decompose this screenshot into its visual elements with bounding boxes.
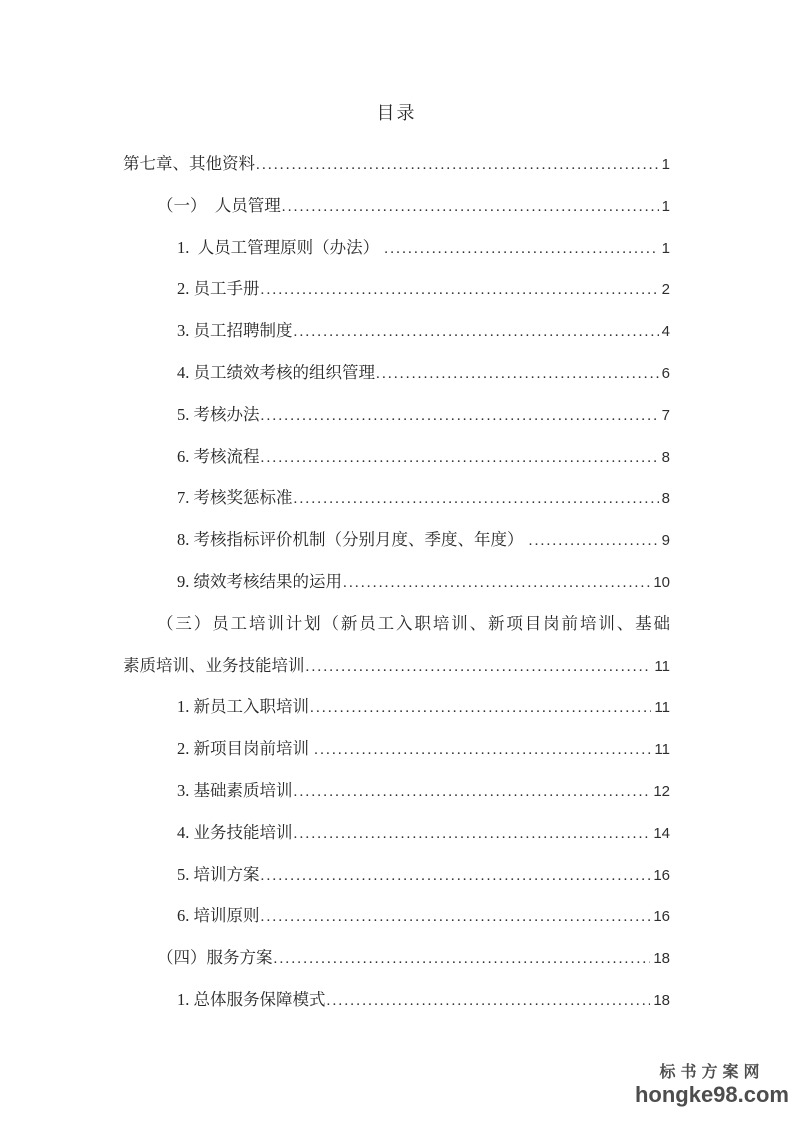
dot-leader: [384, 229, 658, 271]
toc-entry-text: （三）员工培训计划（新员工入职培训、新项目岗前培训、基础: [157, 613, 670, 633]
dot-leader: [376, 354, 659, 396]
dot-leader: [306, 647, 652, 689]
dot-leader: [294, 312, 659, 354]
toc-entry-section1[interactable]: [123, 185, 670, 227]
dot-leader: [274, 939, 651, 981]
toc-page-number: 6: [661, 364, 670, 382]
toc-entry-text: （四）服务方案: [157, 948, 273, 968]
toc-entry-chapter7[interactable]: [123, 143, 670, 185]
toc-page-number: 10: [653, 573, 670, 591]
toc-page-number: 11: [654, 741, 670, 759]
toc-entry-text: 2. 员工手册: [177, 279, 260, 299]
dot-leader: [282, 187, 659, 229]
toc-page-number: 7: [661, 406, 670, 424]
dot-leader: [256, 145, 659, 187]
dot-leader: [294, 479, 659, 521]
toc-page-number: 2: [661, 281, 670, 299]
toc-entry-text: 6. 培训原则: [177, 906, 260, 926]
toc-page-number: 16: [653, 866, 670, 884]
toc-page-number: 16: [653, 908, 670, 926]
toc-entry[interactable]: [123, 227, 670, 269]
toc-entry-section4[interactable]: [123, 937, 670, 979]
toc-page-number: 18: [653, 991, 670, 1009]
watermark-site-name: 标书方案网: [659, 1064, 765, 1081]
toc-entry-text: （一） 人员管理: [157, 195, 281, 215]
toc-entry-text: 素质培训、业务技能培训: [123, 655, 305, 675]
toc-entry[interactable]: [123, 895, 670, 937]
toc-entry[interactable]: [123, 561, 670, 603]
toc-page-number: 1: [661, 197, 670, 215]
watermark-logo: [635, 1063, 789, 1106]
toc-page-number: 14: [653, 824, 670, 842]
toc-entry-text: 4. 员工绩效考核的组织管理: [177, 362, 375, 382]
toc-page-number: 8: [661, 490, 670, 508]
toc-entry[interactable]: [123, 770, 670, 812]
toc-entry[interactable]: [123, 519, 670, 561]
dot-leader: [261, 270, 659, 312]
toc-entry[interactable]: [123, 686, 670, 728]
dot-leader: [343, 563, 650, 605]
toc-page-number: 11: [654, 699, 670, 717]
toc-content: [123, 100, 670, 1021]
toc-page-number: 8: [661, 448, 670, 466]
toc-page-number: 1: [661, 156, 670, 173]
toc-entry[interactable]: [123, 268, 670, 310]
watermark-site-url: hongke98.com: [634, 1082, 789, 1107]
toc-title: 目录: [376, 103, 417, 123]
toc-entry-text: 2. 新项目岗前培训: [177, 739, 314, 759]
toc-entry-text: 3. 基础素质培训: [177, 780, 293, 800]
toc-entry[interactable]: [123, 394, 670, 436]
toc-entry[interactable]: [123, 728, 670, 770]
toc-entry-text: 4. 业务技能培训: [177, 822, 293, 842]
toc-entry[interactable]: [123, 854, 670, 896]
toc-entry[interactable]: [123, 436, 670, 478]
toc-entry-text: 7. 考核奖惩标准: [177, 488, 293, 508]
dot-leader: [314, 730, 651, 772]
toc-entry-section3-line2[interactable]: [123, 645, 670, 687]
dot-leader: [261, 856, 651, 898]
toc-entry-text: 1. 新员工入职培训: [177, 697, 309, 717]
dot-leader: [261, 396, 659, 438]
toc-entry-text: 第七章、其他资料: [123, 154, 255, 173]
toc-page-number: 9: [661, 532, 670, 550]
toc-entry[interactable]: [123, 812, 670, 854]
toc-entry-text: 8. 考核指标评价机制（分别月度、季度、年度）: [177, 530, 528, 550]
dot-leader: [261, 438, 659, 480]
toc-entry[interactable]: [123, 477, 670, 519]
dot-leader: [327, 981, 651, 1023]
dot-leader: [294, 772, 651, 814]
dot-leader: [261, 897, 651, 939]
toc-page-number: 11: [654, 657, 670, 675]
toc-page-number: 1: [661, 239, 670, 257]
toc-entry[interactable]: [123, 310, 670, 352]
dot-leader: [310, 688, 651, 730]
dot-leader: [294, 814, 651, 856]
dot-leader: [529, 521, 659, 563]
toc-entry-section3-line1[interactable]: [123, 603, 670, 645]
toc-entry-text: 3. 员工招聘制度: [177, 321, 293, 341]
toc-page-number: 4: [661, 323, 670, 341]
toc-entry-text: 1. 人员工管理原则（办法）: [177, 237, 384, 257]
toc-entry[interactable]: [123, 352, 670, 394]
toc-entry-text: 5. 培训方案: [177, 864, 260, 884]
toc-entry-text: 5. 考核办法: [177, 404, 260, 424]
toc-entry-text: 6. 考核流程: [177, 446, 260, 466]
toc-entry[interactable]: [123, 979, 670, 1021]
toc-entry-text: 9. 绩效考核结果的运用: [177, 571, 342, 591]
toc-page-number: 12: [653, 782, 670, 800]
toc-page-number: 18: [653, 950, 670, 968]
toc-entry-text: 1. 总体服务保障模式: [177, 989, 326, 1009]
